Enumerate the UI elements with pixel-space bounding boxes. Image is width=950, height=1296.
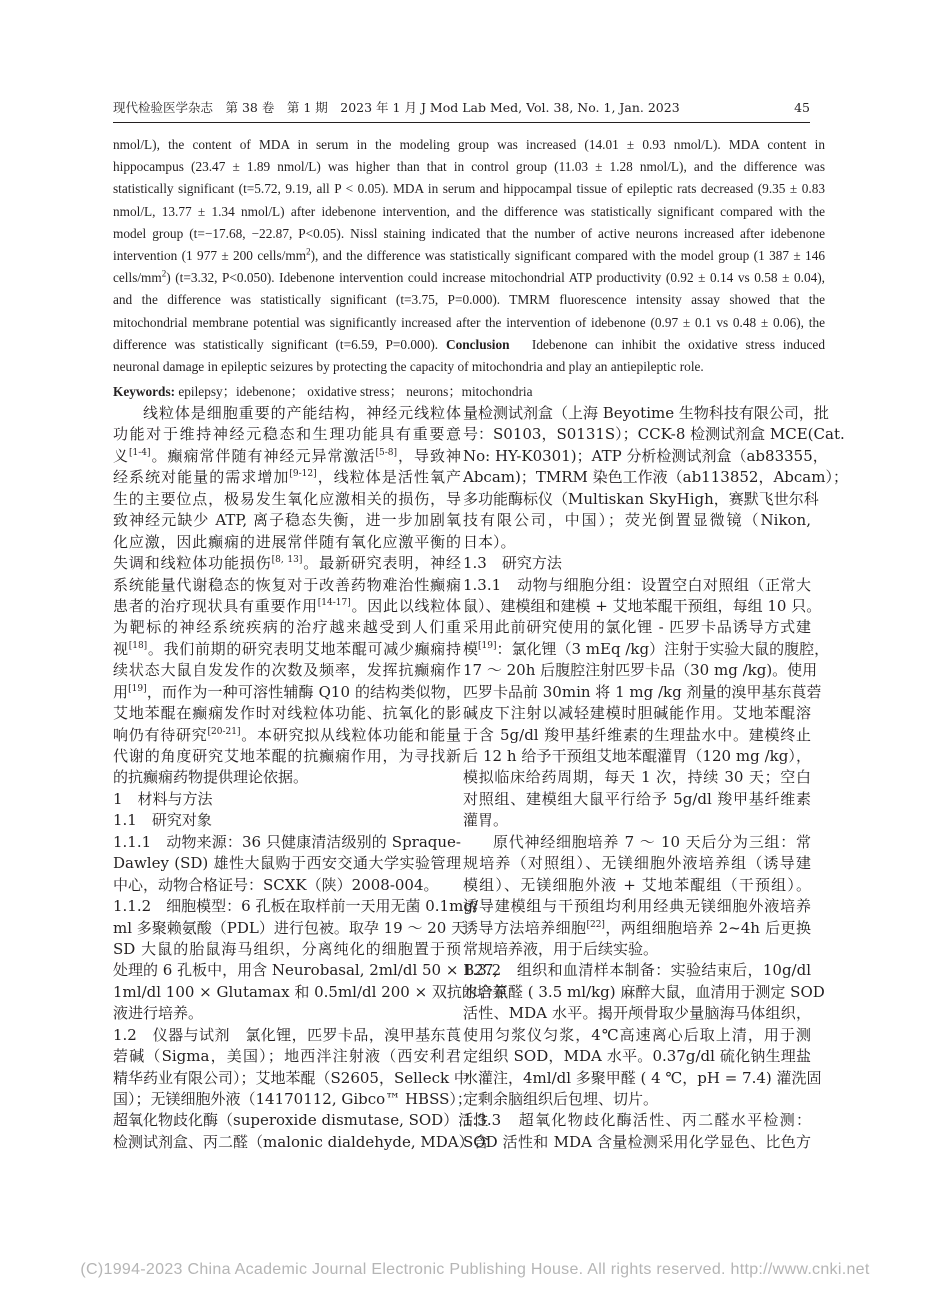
right-column-line: 诱导建模组与干预组均利用经典无镁细胞外液培养 [463,897,811,916]
abstract-line: cells/$mm^2$) (t=3.32, P<0.050). Idebenone intervention could increase mitochondrial ATP productivity (0.92 ± 0.14 vs 0.58 ± 0.04), [113,268,825,286]
left-column-line: 线粒体是细胞重要的产能结构，神经元线粒体 [143,404,461,422]
right-column-line: 水灌注，4ml/dl 多聚甲醛 ( 4 ℃，pH = 7.4) 灌洗固 [463,1068,822,1087]
left-column-line: SD 大鼠的胎鼠海马组织，分离纯化的细胞置于预 [113,939,461,958]
abstract-line: and the difference was statistically significant (t=3.75, P=0.000). TMRM fluorescence intensity assay showed that the [113,292,825,308]
left-column-line: 视[18]。我们前期的研究表明艾地苯醌可减少癫痫持 [113,639,461,658]
right-column-line: 使用匀浆仪匀浆，4℃高速离心后取上清，用于测 [463,1025,811,1044]
abstract-line: model group (t=−17.68, −22.87, P<0.05). Nissl staining indicated that the number of active neurons increased after idebenone [113,225,825,241]
keywords-text: epilepsy；idebenone； oxidative stress； neurons；mitochondria [175,384,533,399]
journal-title-cn: 现代检验医学杂志 第 38 卷 第 1 期 2023 年 1 月 [113,100,417,115]
right-column-line: 1.3.2 组织和血清样本制备：实验结束后，10g/dl [463,961,811,980]
abstract-line: hippocampus (23.47 ± 1.89 nmol/L) was higher than that in control group (11.03 ± 1.28 nmol/L), and the difference was [113,159,825,175]
right-column-line: 技有限公司，中国）；荧光倒置显微镜（Nikon, [463,511,811,530]
right-column-line: 常规培养液，用于后续实验。 [463,939,659,958]
left-column-line: 艾地苯醌在癫痫发作时对线粒体功能、抗氧化的影 [113,704,461,723]
right-column-line: 号：S0103，S0131S）；CCK-8 检测试剂盒 MCE(Cat. [463,425,845,444]
left-column-line: 为靶标的神经系统疾病的治疗越来越受到人们重 [113,618,461,637]
right-column-line: 量检测试剂盒（上海 Beyotime 生物科技有限公司，批 [463,404,829,422]
left-column-line: 用[19]，而作为一种可溶性辅酶 Q10 的结构类似物， [113,682,461,701]
keywords [113,381,825,403]
left-column-line: ml 多聚赖氨酸（PDL）进行包被。取孕 19 ～ 20 天 [113,918,467,937]
left-column-line: 失调和线粒体功能损伤[8, 13]。最新研究表明，神经 [113,554,461,573]
right-column-line: 1.3.3 超氧化物歧化酶活性、丙二醛水平检测： [463,1111,811,1130]
right-column-line: 灌胃。 [463,811,509,830]
page-number: 45 [794,100,810,115]
left-column-line: 生的主要位点，极易发生氧化应激相关的损伤，导 [113,489,461,508]
left-column-line: 1.1 研究对象 [113,811,212,830]
left-column-line: 液进行培养。 [113,1004,204,1023]
right-column-line: 模组）、无镁细胞外液 + 艾地苯醌组（干预组）。 [463,875,811,894]
abstract-line: intervention (1 977 ± 200 cells/$mm^2$), and the difference was statistically significant compared with the model group (1 387 ± 146 [113,246,825,263]
abstract-line: nmol/L, 13.77 ± 1.34 nmol/L) after idebenone intervention, and the difference was statistically significant compared with the [113,203,825,219]
right-column-line: 水合氯醛 ( 3.5 ml/kg) 麻醉大鼠，血清用于测定 SOD [463,982,825,1001]
right-column-line: 17 ～ 20h 后腹腔注射匹罗卡品（30 mg /kg)。使用 [463,661,818,680]
copyright-watermark: (C)1994-2023 China Academic Journal Electronic Publishing House. All rights reserved. http://www.cnki.net [80,1261,870,1278]
left-column-line: 致神经元缺少 ATP, 离子稳态失衡，进一步加剧氧 [113,511,461,530]
right-column-line: 模拟临床给药周期，每天 1 次，持续 30 天；空白 [463,768,811,787]
right-column-line: 日本）。 [463,532,516,551]
left-column-line: 菪碱（Sigma，美国）；地西泮注射液（西安利君 [113,1047,461,1066]
right-column-line: 诱导方法培养细胞[22]，两组细胞培养 2~4h 后更换 [463,918,811,937]
right-column-line: 模[19]：氯化锂（3 mEq /kg）注射于实验大鼠的腹腔， [463,639,830,658]
left-column-line: 患者的治疗现状具有重要作用[14-17]。因此以线粒体 [113,596,461,615]
left-column-line: 1 材料与方法 [113,789,213,808]
right-column-line: 碱皮下注射以减轻建模时胆碱能作用。艾地苯醌溶 [463,704,811,723]
right-column-line: 定剩余脑组织后包埋、切片。 [463,1090,659,1108]
right-column-line: 匹罗卡品前 30min 将 1 mg /kg 剂量的溴甲基东莨菪 [463,682,822,701]
right-column-line: 多功能酶标仪（Multiskan SkyHigh，赛默飞世尔科 [463,489,819,508]
right-column-line: 原代神经细胞培养 7 ～ 10 天后分为三组：常 [493,832,811,851]
abstract-line: statistically significant (t=5.72, 9.19, all P < 0.05). MDA in serum and hippocampal tissue of epileptic rats decreased (9.35 ± 0.83 [113,181,825,197]
right-column-line: 采用此前研究使用的氯化锂 - 匹罗卡品诱导方式建 [463,618,811,637]
left-column-line: 功能对于维持神经元稳态和生理功能具有重要意 [113,425,461,444]
right-column-line: No: HY-K0301)；ATP 分析检测试剂盒（ab83355， [463,446,828,465]
left-column-line: 精华药业有限公司）；艾地苯醌（S2605，Selleck 中 [113,1068,469,1087]
left-column-line: 系统能量代谢稳态的恢复对于改善药物难治性癫痫 [113,575,461,594]
left-column-line: 中心，动物合格证号：SCXK（陕）2008-004。 [113,875,439,894]
left-column-line: 超氧化物歧化酶（superoxide dismutase, SOD）活性 [113,1111,489,1130]
right-column-line: 于含 5g/dl 羧甲基纤维素的生理盐水中。建模终止 [463,725,811,744]
right-column-line: 后 12 h 给予干预组艾地苯醌灌胃（120 mg /kg）， [463,747,811,765]
right-column-line: 鼠）、建模组和建模 + 艾地苯醌干预组，每组 10 只。 [463,596,822,615]
header-rule [113,122,810,123]
left-column-line: 的抗癫痫药物提供理论依据。 [113,768,309,787]
running-header [113,97,810,119]
right-column-line: 1.3.1 动物与细胞分组：设置空白对照组（正常大 [463,575,811,594]
left-column-line: 响仍有待研究[20-21]。本研究拟从线粒体功能和能量 [113,725,461,744]
right-column-line: 规培养（对照组）、无镁细胞外液培养组（诱导建 [463,854,811,873]
left-column-line: 1.1.1 动物来源：36 只健康清洁级别的 Spraque- [113,832,461,851]
left-column-line: 代谢的角度研究艾地苯醌的抗癫痫作用，为寻找新 [113,747,461,765]
abstract-line: nmol/L), the content of MDA in serum in the modeling group was increased (14.01 ± 0.93 nmol/L). MDA content in [113,137,825,152]
right-column-line: 对照组、建模组大鼠平行给予 5g/dl 羧甲基纤维素 [463,789,811,808]
right-column-line: 1.3 研究方法 [463,554,562,573]
left-column-line: 1.2 仪器与试剂 氯化锂，匹罗卡品，溴甲基东莨 [113,1025,461,1044]
left-column-line: Dawley (SD) 雄性大鼠购于西安交通大学实验管理 [113,854,461,873]
right-column-line: Abcam)；TMRM 染色工作液（ab113852，Abcam）； [463,468,848,487]
left-column-line: 处理的 6 孔板中，用含 Neurobasal, 2ml/dl 50 × B27, [113,961,499,980]
right-column-line: SOD 活性和 MDA 含量检测采用化学显色、比色方 [463,1132,811,1151]
keywords-label: Keywords: [113,384,176,399]
left-column-line: 1ml/dl 100 × Glutamax 和 0.5ml/dl 200 × 双抗的培养 [113,982,507,1001]
left-column-line: 化应激，因此癫痫的进展常伴随有氧化应激平衡的 [113,532,461,551]
abstract-continuation [113,134,825,378]
left-column-line: 义[1-4]。癫痫常伴随有神经元异常激活[5-8]，导致神 [113,446,461,465]
right-column-line: 定组织 SOD，MDA 水平。0.37g/dl 硫化钠生理盐 [463,1047,811,1066]
left-column-line: 续状态大鼠自发发作的次数及频率，发挥抗癫痫作 [113,661,461,680]
right-column-line: 活性、MDA 水平。揭开颅骨取少量脑海马体组织， [463,1004,811,1023]
journal-title-en: J Mod Lab Med, Vol. 38, No. 1, Jan. 2023 [420,100,680,115]
left-column-line: 经系统对能量的需求增加[9-12]，线粒体是活性氧产 [113,468,461,487]
abstract-line: difference was statistically significant (t=6.59, P=0.000). Conclusion Idebenone can inhibit the oxidative stress induced [113,336,825,352]
left-column-line: 1.1.2 细胞模型：6 孔板在取样前一天用无菌 0.1mg/ [113,897,478,916]
right-column [463,403,848,1153]
left-column-line: 检测试剂盒、丙二醛（malonic dialdehyde, MDA）含 [113,1132,489,1151]
left-column-line: 国）；无镁细胞外液（14170112, Gibco™ HBSS）； [113,1090,472,1108]
abstract-line: neuronal damage in epileptic seizures by protecting the capacity of mitochondria and play an antiepileptic role. [113,358,704,374]
abstract-line: mitochondrial membrane potential was significantly increased after the intervention of idebenone (0.97 ± 0.1 vs 0.48 ± 0.06), the [113,314,825,330]
